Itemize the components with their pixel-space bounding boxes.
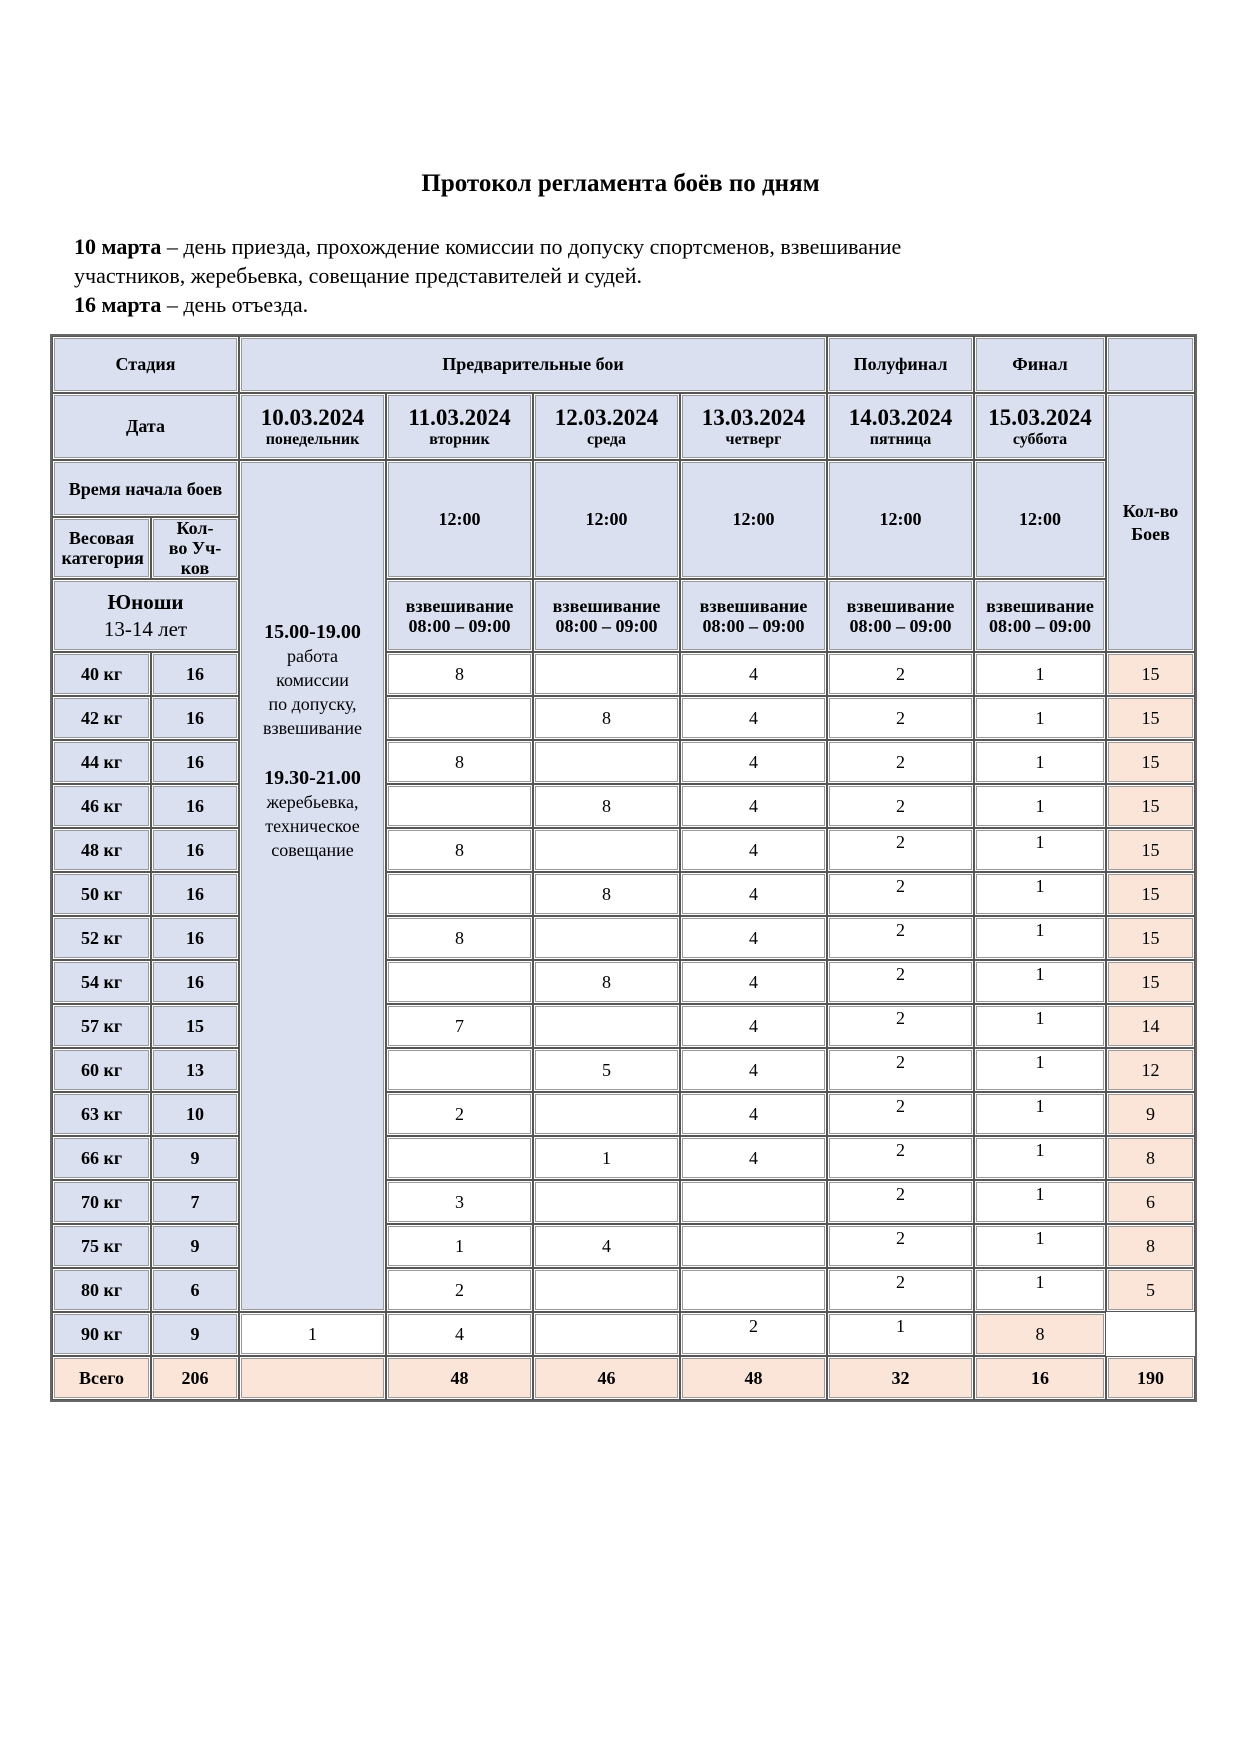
date-value: 12.03.2024 — [554, 404, 659, 430]
fights-cell-d5 — [827, 696, 974, 740]
fights-value: 1 — [1035, 707, 1045, 728]
fights-value: 1 — [1035, 1183, 1045, 1204]
participants-count: 16 — [151, 740, 239, 784]
table-row — [52, 696, 1195, 740]
fights-value: 1 — [1035, 795, 1045, 816]
first-day-schedule — [239, 460, 386, 1312]
date-cell — [680, 393, 827, 460]
fights-value: 4 — [749, 663, 758, 684]
fights-cell-d6 — [974, 1136, 1106, 1180]
date-label: Дата — [52, 393, 239, 460]
fights-value: 2 — [455, 1279, 464, 1300]
fights-cell-d4 — [680, 652, 827, 696]
fights-cell-d5 — [827, 1224, 974, 1268]
fights-cell-d6 — [974, 784, 1106, 828]
stage-label: Стадия — [52, 336, 239, 393]
fights-value: 5 — [602, 1059, 611, 1080]
weight-category: 60 кг — [52, 1048, 151, 1092]
fights-cell-d3 — [533, 652, 680, 696]
date-value: 11.03.2024 — [408, 404, 511, 430]
fights-value: 2 — [896, 1227, 905, 1248]
participants-count: 9 — [151, 1136, 239, 1180]
fights-cell-d5 — [827, 784, 974, 828]
fights-value: 4 — [749, 971, 758, 992]
fights-value: 2 — [896, 663, 905, 684]
fights-value: 8 — [455, 663, 464, 684]
stage-row — [52, 336, 1195, 393]
fights-cell-d6 — [974, 696, 1106, 740]
start-time-cell: 12:00 — [386, 460, 533, 579]
fights-cell-d2 — [386, 784, 533, 828]
fights-cell-d2 — [386, 1224, 533, 1268]
fights-value: 8 — [455, 751, 464, 772]
participants-count: 9 — [151, 1224, 239, 1268]
totals-d2: 48 — [386, 1356, 533, 1400]
fights-value: 1 — [308, 1323, 317, 1344]
date-cell — [239, 393, 386, 460]
fights-cell-d4 — [680, 1004, 827, 1048]
fights-value: 8 — [602, 971, 611, 992]
start-time-cell: 12:00 — [827, 460, 974, 579]
table-row — [52, 1092, 1195, 1136]
schedule-table — [50, 334, 1197, 1402]
weight-category: 42 кг — [52, 696, 151, 740]
row-total: 15 — [1106, 960, 1195, 1004]
group-row — [52, 579, 1195, 652]
totals-participants: 206 — [151, 1356, 239, 1400]
intro-line-1 — [74, 232, 1194, 261]
first-day-time-1: 15.00-19.00 — [264, 621, 361, 643]
table-row — [52, 1180, 1195, 1224]
participants-count: 13 — [151, 1048, 239, 1092]
first-day-text: взвешивание — [263, 718, 362, 738]
fights-cell-d3 — [533, 1048, 680, 1092]
fights-value: 2 — [749, 1315, 758, 1336]
fights-value: 1 — [455, 1235, 464, 1256]
weighin-label: взвешивание — [846, 595, 955, 616]
fights-cell-d5 — [827, 1268, 974, 1312]
first-day-text: техническое — [265, 816, 360, 836]
first-day-text: совещание — [271, 840, 354, 860]
fights-count-header — [1106, 393, 1195, 652]
weight-category: 63 кг — [52, 1092, 151, 1136]
fights-value: 2 — [896, 795, 905, 816]
fights-cell-d4 — [680, 916, 827, 960]
weight-category: 52 кг — [52, 916, 151, 960]
arrival-description: – день приезда, прохождение комиссии по допуску спортсменов, взвешивание — [161, 234, 902, 259]
weekday: четверг — [725, 430, 782, 448]
totals-first-day — [239, 1356, 386, 1400]
fights-cell-d2 — [239, 1312, 386, 1356]
date-cell — [827, 393, 974, 460]
row-total: 9 — [1106, 1092, 1195, 1136]
group-label — [52, 579, 239, 652]
fights-value: 2 — [455, 1103, 464, 1124]
fights-cell-d5 — [827, 740, 974, 784]
fights-cell-d6 — [974, 1268, 1106, 1312]
date-row — [52, 393, 1195, 460]
table-row — [52, 740, 1195, 784]
row-total: 8 — [974, 1312, 1106, 1356]
stage-empty-cell — [1106, 336, 1195, 393]
fights-cell-d4 — [533, 1312, 680, 1356]
fights-cell-d4 — [680, 784, 827, 828]
fights-value: 2 — [896, 1183, 905, 1204]
fights-value: 4 — [749, 707, 758, 728]
fights-value: 4 — [749, 1147, 758, 1168]
fights-value: 8 — [602, 795, 611, 816]
date-value: 14.03.2024 — [848, 404, 953, 430]
fights-cell-d3 — [533, 696, 680, 740]
fights-value: 8 — [455, 927, 464, 948]
fights-cell-d3 — [386, 1312, 533, 1356]
weekday: среда — [587, 430, 626, 448]
fights-value: 4 — [749, 1015, 758, 1036]
fights-value: 3 — [455, 1191, 464, 1212]
fights-value: 4 — [749, 751, 758, 772]
fights-value: 1 — [1035, 1007, 1045, 1028]
fights-value: 1 — [1035, 663, 1045, 684]
fights-value: 1 — [896, 1315, 905, 1336]
participants-count: 7 — [151, 1180, 239, 1224]
weighin-time: 08:00 – 09:00 — [555, 615, 658, 636]
fights-cell-d3 — [533, 740, 680, 784]
date-value: 15.03.2024 — [988, 404, 1092, 430]
totals-d3: 46 — [533, 1356, 680, 1400]
participants-count: 16 — [151, 828, 239, 872]
fights-value: 4 — [455, 1323, 464, 1344]
fights-cell-d2 — [386, 1136, 533, 1180]
weekday: суббота — [1012, 430, 1068, 448]
fights-cell-d3 — [533, 960, 680, 1004]
weighin-time: 08:00 – 09:00 — [702, 615, 805, 636]
totals-row — [52, 1356, 1195, 1400]
date-value: 13.03.2024 — [701, 404, 806, 430]
fights-cell-d6 — [974, 1180, 1106, 1224]
start-time-cell: 12:00 — [680, 460, 827, 579]
date-cell — [386, 393, 533, 460]
fights-value: 4 — [749, 839, 758, 860]
fights-value: 2 — [896, 875, 905, 896]
fights-cell-d4 — [680, 1048, 827, 1092]
row-total: 12 — [1106, 1048, 1195, 1092]
group-label-line-1: Юноши — [107, 589, 184, 614]
fights-cell-d5 — [827, 916, 974, 960]
fights-value: 4 — [749, 1103, 758, 1124]
fights-cell-d3 — [533, 828, 680, 872]
table-row — [52, 1136, 1195, 1180]
fights-cell-d3 — [533, 872, 680, 916]
table-row — [52, 828, 1195, 872]
weight-category: 48 кг — [52, 828, 151, 872]
fights-cell-d4 — [680, 1180, 827, 1224]
participants-label: Кол-во Уч-ков — [168, 518, 222, 578]
fights-cell-d2 — [386, 872, 533, 916]
fights-cell-d3 — [533, 1180, 680, 1224]
table-row — [52, 960, 1195, 1004]
weighin-cell — [680, 579, 827, 652]
fights-cell-d4 — [680, 828, 827, 872]
fights-cell-d4 — [680, 960, 827, 1004]
participants-count: 16 — [151, 784, 239, 828]
fights-value: 8 — [455, 839, 464, 860]
fights-count-label: Кол-во Боев — [1122, 500, 1179, 544]
fights-cell-d3 — [533, 1268, 680, 1312]
weight-category-header — [52, 517, 151, 579]
fights-cell-d4 — [680, 1224, 827, 1268]
participants-count: 16 — [151, 696, 239, 740]
weight-category: 75 кг — [52, 1224, 151, 1268]
fights-cell-d4 — [680, 1136, 827, 1180]
fights-cell-d5 — [827, 828, 974, 872]
start-time-cell: 12:00 — [533, 460, 680, 579]
row-total: 15 — [1106, 828, 1195, 872]
weighin-time: 08:00 – 09:00 — [989, 615, 1091, 636]
intro-line-3 — [74, 290, 1194, 319]
table-row — [52, 1312, 1195, 1356]
table-row — [52, 916, 1195, 960]
fights-cell-d6 — [974, 1004, 1106, 1048]
row-total: 5 — [1106, 1268, 1195, 1312]
date-cell — [533, 393, 680, 460]
row-total: 8 — [1106, 1224, 1195, 1268]
weight-category: 70 кг — [52, 1180, 151, 1224]
fights-value: 4 — [749, 1059, 758, 1080]
table-row — [52, 1004, 1195, 1048]
participants-count: 6 — [151, 1268, 239, 1312]
fights-value: 1 — [1035, 875, 1045, 896]
totals-d5: 32 — [827, 1356, 974, 1400]
weighin-label: взвешивание — [699, 595, 808, 616]
intro-text — [74, 232, 1194, 319]
fights-value: 1 — [1035, 919, 1045, 940]
group-label-line-2: 13-14 лет — [103, 616, 188, 641]
arrival-date: 10 марта — [74, 234, 162, 259]
fights-cell-d6 — [974, 652, 1106, 696]
first-day-text: по допуску, — [268, 694, 357, 714]
fights-cell-d5 — [827, 652, 974, 696]
fights-cell-d2 — [386, 960, 533, 1004]
first-day-block-2 — [240, 766, 385, 862]
fights-cell-d4 — [680, 1092, 827, 1136]
fights-value: 2 — [896, 831, 905, 852]
fights-value: 2 — [896, 1271, 905, 1292]
fights-value: 7 — [455, 1015, 464, 1036]
fights-value: 1 — [602, 1147, 611, 1168]
date-cell — [974, 393, 1106, 460]
fights-value: 2 — [896, 751, 905, 772]
stage-semifinal: Полуфинал — [827, 336, 974, 393]
fights-value: 1 — [1035, 831, 1045, 852]
weighin-label: взвешивание — [405, 595, 514, 616]
fights-value: 4 — [749, 795, 758, 816]
table-row — [52, 652, 1195, 696]
totals-d6: 16 — [974, 1356, 1106, 1400]
fights-cell-d4 — [680, 872, 827, 916]
weighin-cell — [533, 579, 680, 652]
row-total: 8 — [1106, 1136, 1195, 1180]
weight-category: 50 кг — [52, 872, 151, 916]
date-value: 10.03.2024 — [260, 404, 365, 430]
fights-cell-d6 — [974, 1224, 1106, 1268]
page-title: Протокол регламента боёв по дням — [421, 170, 820, 197]
weighin-label: взвешивание — [552, 595, 661, 616]
fights-cell-d5 — [827, 1004, 974, 1048]
row-total: 15 — [1106, 696, 1195, 740]
fights-value: 4 — [602, 1235, 611, 1256]
participants-count: 10 — [151, 1092, 239, 1136]
fights-cell-d2 — [386, 1004, 533, 1048]
start-time-row — [52, 460, 1195, 517]
table-row — [52, 1268, 1195, 1312]
fights-value: 1 — [1035, 1271, 1045, 1292]
fights-cell-d5 — [827, 1092, 974, 1136]
weight-category: 57 кг — [52, 1004, 151, 1048]
fights-cell-d2 — [386, 1092, 533, 1136]
table-row — [52, 1048, 1195, 1092]
fights-value: 2 — [896, 1095, 905, 1116]
weekday: вторник — [429, 430, 490, 448]
totals-label: Всего — [52, 1356, 151, 1400]
first-day-text: жеребьевка, — [266, 792, 359, 812]
fights-value: 1 — [1035, 751, 1045, 772]
weight-category: 66 кг — [52, 1136, 151, 1180]
row-total: 15 — [1106, 740, 1195, 784]
fights-value: 1 — [1035, 1051, 1045, 1072]
weekday: понедельник — [265, 430, 360, 448]
fights-cell-d6 — [974, 828, 1106, 872]
fights-cell-d5 — [827, 1136, 974, 1180]
weighin-cell — [974, 579, 1106, 652]
fights-cell-d3 — [533, 784, 680, 828]
first-day-text: комиссии — [276, 670, 349, 690]
participants-count: 9 — [151, 1312, 239, 1356]
first-day-time-2: 19.30-21.00 — [264, 767, 361, 789]
fights-cell-d2 — [386, 740, 533, 784]
fights-value: 2 — [896, 963, 905, 984]
departure-description: – день отъезда. — [161, 292, 309, 317]
weight-category: 46 кг — [52, 784, 151, 828]
row-total: 15 — [1106, 652, 1195, 696]
fights-cell-d6 — [974, 916, 1106, 960]
fights-cell-d3 — [533, 1004, 680, 1048]
totals-d4: 48 — [680, 1356, 827, 1400]
fights-cell-d3 — [533, 1136, 680, 1180]
fights-value: 1 — [1035, 1227, 1045, 1248]
participants-count: 16 — [151, 916, 239, 960]
fights-cell-d2 — [386, 828, 533, 872]
weighin-time: 08:00 – 09:00 — [408, 615, 511, 636]
fights-value: 2 — [896, 919, 905, 940]
fights-cell-d6 — [974, 1092, 1106, 1136]
fights-cell-d5 — [680, 1312, 827, 1356]
weight-category: 90 кг — [52, 1312, 151, 1356]
fights-value: 4 — [749, 883, 758, 904]
fights-value: 2 — [896, 1139, 905, 1160]
weekday: пятница — [869, 430, 932, 448]
start-time-cell: 12:00 — [974, 460, 1106, 579]
fights-cell-d5 — [827, 872, 974, 916]
fights-value: 8 — [602, 707, 611, 728]
fights-cell-d6 — [974, 960, 1106, 1004]
weighin-time: 08:00 – 09:00 — [849, 615, 952, 636]
row-total: 15 — [1106, 872, 1195, 916]
fights-cell-d2 — [386, 916, 533, 960]
departure-date: 16 марта — [74, 292, 162, 317]
fights-cell-d2 — [386, 1048, 533, 1092]
stage-final: Финал — [974, 336, 1106, 393]
weighin-cell — [386, 579, 533, 652]
fights-value: 2 — [896, 707, 905, 728]
stage-prelim: Предварительные бои — [239, 336, 827, 393]
participants-count: 15 — [151, 1004, 239, 1048]
weight-category: 44 кг — [52, 740, 151, 784]
fights-cell-d4 — [680, 740, 827, 784]
fights-cell-d6 — [974, 872, 1106, 916]
row-total: 6 — [1106, 1180, 1195, 1224]
row-total: 14 — [1106, 1004, 1195, 1048]
start-time-label-text: Время начала боев — [68, 478, 223, 499]
participants-count: 16 — [151, 960, 239, 1004]
fights-cell-d4 — [680, 1268, 827, 1312]
fights-cell-d6 — [827, 1312, 974, 1356]
table-row — [52, 1224, 1195, 1268]
participants-count: 16 — [151, 652, 239, 696]
fights-value: 1 — [1035, 963, 1045, 984]
fights-cell-d3 — [533, 1092, 680, 1136]
fights-cell-d5 — [827, 1048, 974, 1092]
table-row — [52, 784, 1195, 828]
row-total: 15 — [1106, 784, 1195, 828]
totals-grand: 190 — [1106, 1356, 1195, 1400]
fights-cell-d6 — [974, 1048, 1106, 1092]
intro-line-2: участников, жеребьевка, совещание представителей и судей. — [74, 263, 642, 288]
weight-category: 80 кг — [52, 1268, 151, 1312]
weighin-label: взвешивание — [986, 595, 1094, 616]
weight-category-label: Весовая категория — [61, 528, 144, 568]
start-time-label — [52, 460, 239, 517]
fights-value: 8 — [602, 883, 611, 904]
fights-cell-d2 — [386, 652, 533, 696]
participants-header — [151, 517, 239, 579]
fights-cell-d5 — [827, 1180, 974, 1224]
fights-value: 2 — [896, 1007, 905, 1028]
row-total: 15 — [1106, 916, 1195, 960]
fights-cell-d2 — [386, 1180, 533, 1224]
first-day-block-1 — [240, 620, 385, 740]
fights-cell-d6 — [974, 740, 1106, 784]
table-row — [52, 872, 1195, 916]
fights-value: 4 — [749, 927, 758, 948]
weight-category: 40 кг — [52, 652, 151, 696]
fights-cell-d2 — [386, 696, 533, 740]
fights-cell-d5 — [827, 960, 974, 1004]
weight-category: 54 кг — [52, 960, 151, 1004]
fights-cell-d3 — [533, 1224, 680, 1268]
first-day-text: работа — [287, 646, 338, 666]
weighin-cell — [827, 579, 974, 652]
fights-cell-d3 — [533, 916, 680, 960]
participants-count: 16 — [151, 872, 239, 916]
fights-cell-d2 — [386, 1268, 533, 1312]
fights-value: 1 — [1035, 1095, 1045, 1116]
fights-value: 2 — [896, 1051, 905, 1072]
fights-value: 1 — [1035, 1139, 1045, 1160]
fights-cell-d4 — [680, 696, 827, 740]
